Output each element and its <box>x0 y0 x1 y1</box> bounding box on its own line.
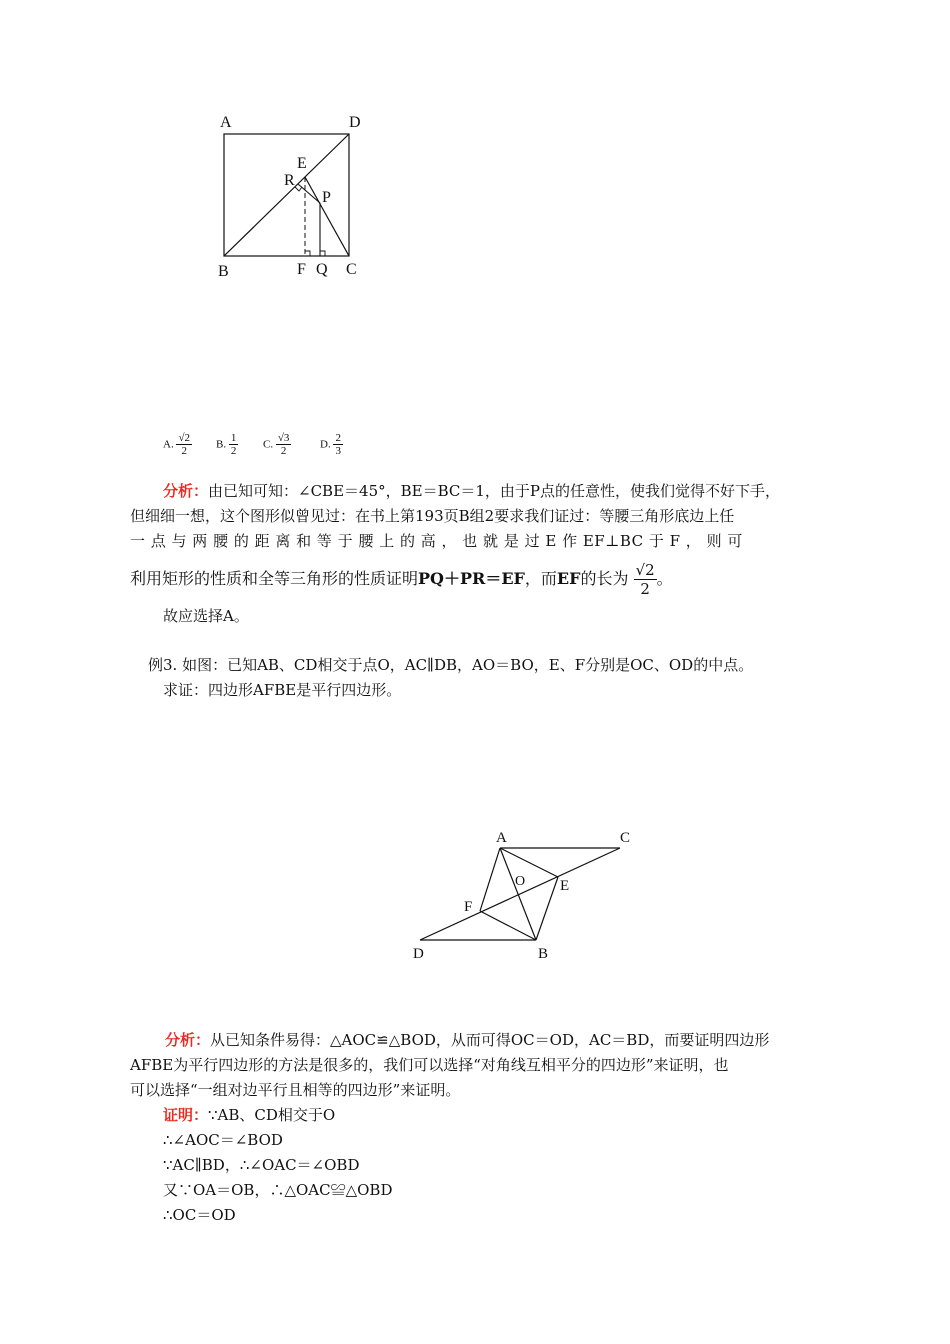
option-c: C. $\frac{√3}{2}$ <box>263 432 290 457</box>
analysis2-line3: 可以选择“一组对边平行且相等的四边形”来证明。 <box>130 1081 461 1099</box>
right-angle-r <box>295 187 302 191</box>
right-angle-q <box>320 251 325 256</box>
label-d: D <box>349 114 361 131</box>
analysis1-conclusion: 故应选择A。 <box>163 607 249 625</box>
label-d: D <box>413 946 424 962</box>
option-b: B. $\frac{1}{2}$ <box>216 432 237 457</box>
label-a: A <box>496 830 507 846</box>
label-e: E <box>560 878 570 894</box>
right-angle-f <box>305 251 310 256</box>
label-e: E <box>297 155 307 172</box>
proof-line2: ∴∠AOC＝∠BOD <box>163 1131 283 1149</box>
label-a: A <box>220 114 232 131</box>
analysis2-line2: AFBE为平行四边形的方法是很多的，我们可以选择“对角线互相平分的四边形”来证明，也 <box>130 1056 729 1074</box>
label-b: B <box>538 946 549 962</box>
analysis1-line4: 利用矩形的性质和全等三角形的性质证明PQ＋PR＝EF，而EF的长为 $\frac{√2}{2}$ 。 <box>130 561 673 598</box>
proof-line1: 证明：∵AB、CD相交于O <box>163 1106 336 1124</box>
proof-line3: ∵AC∥BD，∴∠OAC＝∠OBD <box>163 1156 360 1174</box>
segment-ab <box>500 848 536 940</box>
segment-af <box>480 848 500 911</box>
label-c: C <box>346 261 357 278</box>
label-c: C <box>620 830 631 846</box>
segment-dc <box>420 848 620 940</box>
label-f: F <box>297 261 306 278</box>
label-q: Q <box>316 261 328 278</box>
segment-pr <box>298 184 320 203</box>
figure-parallelogram-diagram <box>405 825 635 965</box>
proof-line4: 又∵OA＝OB，∴△OAC≌△OBD <box>163 1181 393 1199</box>
proof-label: 证明： <box>163 1106 209 1124</box>
example3-line1: 例3. 如图：已知AB、CD相交于点O，AC∥DB，AO＝BO，E、F分别是OC、OD的中点。 <box>148 656 754 674</box>
label-r: R <box>284 172 295 189</box>
option-d: D. $\frac{2}{3}$ <box>320 432 341 457</box>
analysis2-label: 分析： <box>165 1031 211 1049</box>
analysis1-line2: 但细细一想，这个图形似曾见过：在书上第193页B组2要求我们证过：等腰三角形底边上任 <box>130 507 735 525</box>
analysis2-line1: 分析：从已知条件易得：△AOC≌△BOD，从而可得OC＝OD，AC＝BD，而要证明四边形 <box>165 1031 770 1049</box>
proof-line5: ∴OC＝OD <box>163 1206 236 1224</box>
segment-eb <box>536 877 558 940</box>
figure-square-diagram <box>200 105 375 285</box>
example3-line2: 求证：四边形AFBE是平行四边形。 <box>163 681 402 699</box>
analysis1-line3: 一 点 与 两 腰 的 距 离 和 等 于 腰 上 的 高 ， 也 就 是 过 E 作 EF⊥BC 于 F ， 则 可 <box>130 532 743 550</box>
segment-ae <box>500 848 558 877</box>
analysis1-label: 分析： <box>163 482 209 500</box>
label-b: B <box>218 263 229 280</box>
option-a: A. $\frac{√2}{2}$ <box>163 432 190 457</box>
label-f: F <box>464 899 473 915</box>
analysis1-line1: 分析：由已知可知：∠CBE＝45°，BE＝BC＝1，由于P点的任意性，使我们觉得不好下手， <box>163 482 781 500</box>
label-o: O <box>515 874 526 889</box>
label-p: P <box>322 189 331 206</box>
fraction-sqrt2-over-2: $\frac{√2}{2}$ <box>635 561 655 598</box>
segment-fb <box>480 911 536 940</box>
